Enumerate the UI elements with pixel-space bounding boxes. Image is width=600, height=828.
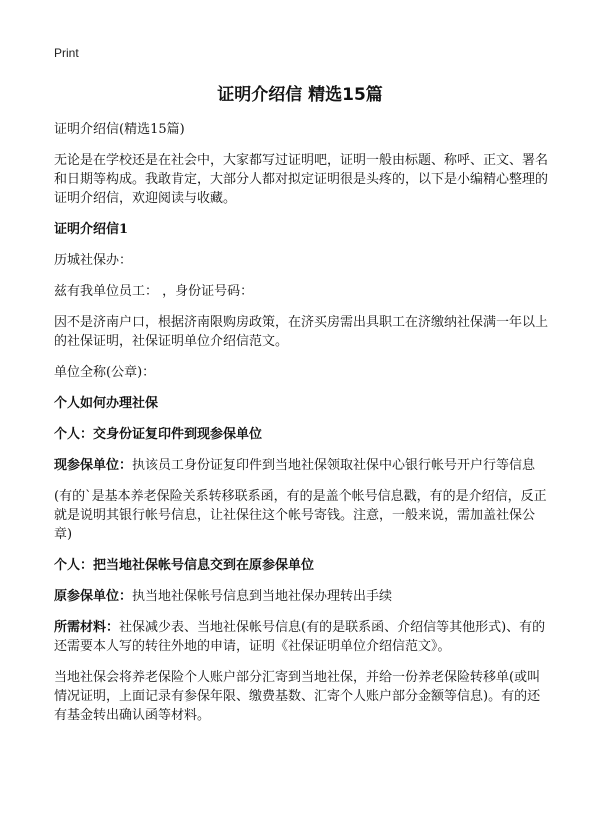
body-paragraph — [54, 120, 548, 139]
body-paragraph — [54, 151, 548, 208]
section-heading: 证明介绍信1 — [54, 222, 129, 237]
body-paragraph — [54, 587, 548, 606]
section-heading: 个人：交身份证复印件到现参保单位 — [54, 427, 263, 442]
body-paragraph — [54, 282, 548, 301]
paragraph-text: 因不是济南户口，根据济南限购房政策，在济买房需出具职工在济缴纳社保满一年以上的社保证明，社保证明单位介绍信范文。 — [54, 315, 549, 349]
paragraph-text: 兹有我单位员工： ，身份证号码： — [54, 284, 254, 299]
body-paragraph — [54, 618, 548, 656]
inline-bold-label: 现参保单位： — [54, 458, 133, 473]
print-label: Print — [54, 46, 79, 60]
paragraph-text: 执该员工身份证复印件到当地社保领取社保中心银行帐号开户行等信息 — [132, 458, 536, 473]
paragraph-text: 单位全称(公章)： — [54, 365, 156, 380]
document-body — [54, 120, 548, 737]
paragraph-text: 无论是在学校还是在社会中，大家都写过证明吧，证明一般由标题、称呼、正文、署名和日期等构成。我敢肯定，大部分人都对拟定证明很是头疼的，以下是小编精心整理的证明介绍信，欢迎阅读与收藏。 — [54, 153, 549, 206]
paragraph-text: 证明介绍信(精选15篇) — [54, 122, 185, 137]
paragraph-text: 社保减少表、当地社保帐号信息(有的是联系函、介绍信等其他形式)、有的还需要本人写的转往外地的申请，证明《社保证明单位介绍信范文》。 — [54, 620, 546, 654]
section-heading: 个人如何办理社保 — [54, 396, 159, 411]
paragraph-text: 执当地社保帐号信息到当地社保办理转出手续 — [132, 589, 393, 604]
paragraph-text: 当地社保会将养老保险个人账户部分汇寄到当地社保，并给一份养老保险转移单(或叫情况证明，上面记录有参保年限、缴费基数、汇寄个人账户部分金额等信息)。有的还有基金转出确认函等材料。 — [54, 670, 541, 723]
document-title: 证明介绍信 精选15篇 — [217, 85, 383, 105]
body-paragraph — [54, 363, 548, 382]
body-paragraph — [54, 456, 548, 475]
body-paragraph — [54, 251, 548, 270]
body-paragraph — [54, 487, 548, 544]
inline-bold-label: 所需材料： — [54, 620, 120, 635]
paragraph-text: (有的`是基本养老保险关系转移联系函，有的是盖个帐号信息戳，有的是介绍信，反正就是说明其银行帐号信息，让社保往这个帐号寄钱。注意，一般来说，需加盖社保公章) — [54, 489, 547, 542]
inline-bold-label: 原参保单位： — [54, 589, 133, 604]
paragraph-text: 历城社保办： — [54, 253, 133, 268]
body-paragraph — [54, 313, 548, 351]
body-paragraph — [54, 668, 548, 725]
section-heading: 个人：把当地社保帐号信息交到在原参保单位 — [54, 558, 315, 573]
